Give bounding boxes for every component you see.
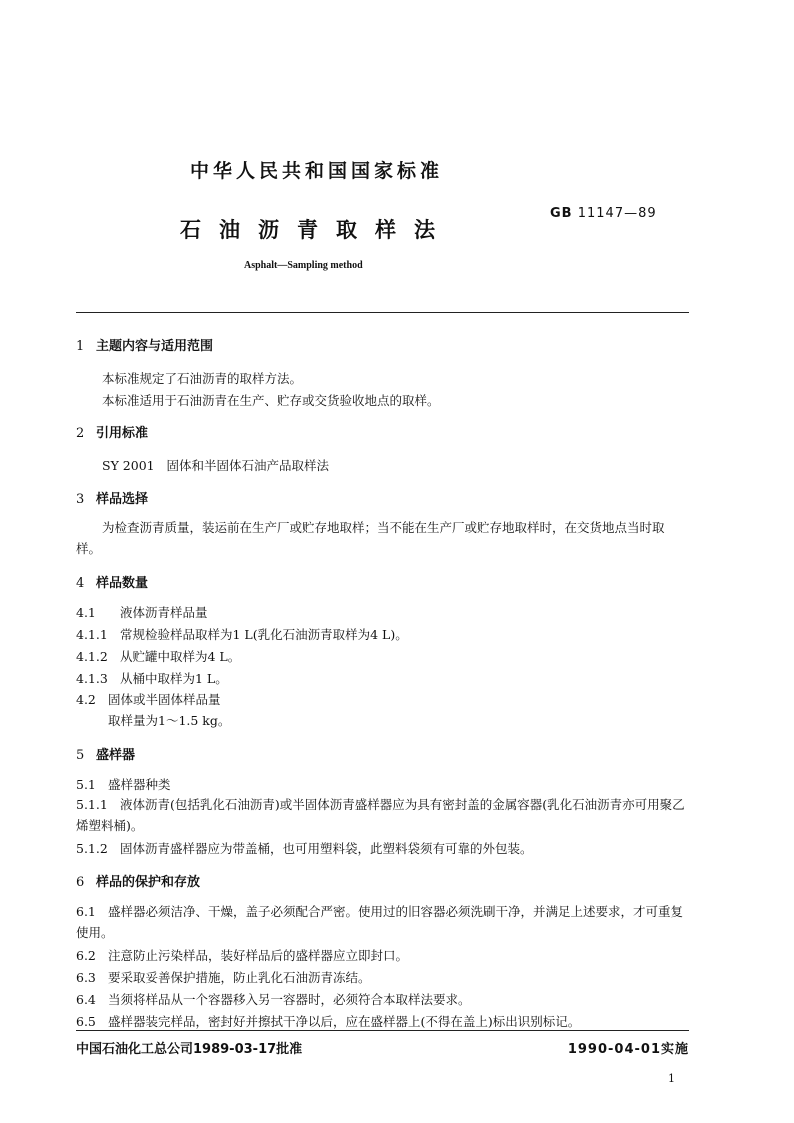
item-number: 6.1 [76,904,96,919]
item-text: 盛样器种类 [108,777,171,792]
item-text: 要采取妥善保护措施，防止乳化石油沥青冻结。 [108,970,371,985]
section-title: 主题内容与适用范围 [96,339,214,354]
section-6-heading [76,871,200,890]
section-1-para-1: 本标准规定了石油沥青的取样方法。 [102,371,303,386]
section-number: 2 [76,426,85,441]
item-5-1-2 [76,839,533,857]
item-text: 液体沥青样品量 [120,605,208,620]
section-3-heading [76,488,148,507]
section-3-para: 为检查沥青质量，装运前在生产厂或贮存地取样；当不能在生产厂或贮存地取样时，在交货地点当时取样。 [76,520,665,556]
item-text: 常规检验样品取样为1 L(乳化石油沥青取样为4 L)。 [120,627,408,642]
approval-line: 中国石油化工总公司1989-03-17批准 [76,1042,303,1057]
item-number: 5.1.2 [76,841,108,856]
item-text: 盛样器装完样品，密封好并擦拭干净以后，应在盛样器上(不得在盖上)标出识别标记。 [108,1014,581,1029]
section-number: 6 [76,875,85,890]
item-text: 从桶中取样为1 L。 [120,671,228,686]
item-4-1-1 [76,625,408,643]
item-number: 5.1 [76,777,96,792]
item-6-2 [76,946,408,964]
item-number: 4.1.1 [76,627,108,642]
item-4-1 [76,603,208,621]
item-4-1-2 [76,647,240,665]
section-title: 样品的保护和存放 [96,875,201,890]
item-number: 5.1.1 [76,797,108,812]
reference-standard: SY 2001 固体和半固体石油产品取样法 [102,458,330,473]
national-standard-heading: 中华人民共和国国家标准 [190,160,444,182]
item-6-4 [76,990,471,1008]
standard-number [550,206,657,221]
section-number: 4 [76,576,85,591]
section-title: 样品数量 [96,576,149,591]
item-6-1 [76,901,688,943]
item-number: 4.1 [76,605,96,620]
item-text: 液体沥青(包括乳化石油沥青)或半固体沥青盛样器应为具有密封盖的金属容器(乳化石油沥青亦可用聚乙烯塑料桶)。 [76,797,685,833]
section-title: 盛样器 [96,748,136,763]
item-text: 注意防止污染样品，装好样品后的盛样器应立即封口。 [108,948,409,963]
item-5-1-1 [76,794,688,836]
section-title: 样品选择 [96,492,149,507]
item-text: 从贮罐中取样为4 L。 [120,649,241,664]
section-number: 5 [76,748,85,763]
gb-number: 11147—89 [577,206,657,221]
item-4-2 [76,690,221,708]
item-6-5 [76,1012,580,1030]
item-number: 6.2 [76,948,96,963]
page-number: 1 [668,1072,675,1085]
item-5-1 [76,775,171,793]
item-4-2-amount: 取样量为1～1.5 kg。 [108,713,231,728]
header-divider [76,312,689,313]
item-number: 6.3 [76,970,96,985]
section-1-heading [76,335,213,354]
implementation-date: 1990-04-01实施 [567,1042,689,1057]
item-number: 4.1.2 [76,649,108,664]
item-text: 当须将样品从一个容器移入另一容器时，必须符合本取样法要求。 [108,992,471,1007]
section-1-para-2: 本标准适用于石油沥青在生产、贮存或交货验收地点的取样。 [102,393,440,408]
section-4-heading [76,572,148,591]
item-number: 4.1.3 [76,671,108,686]
item-text: 盛样器必须洁净、干燥，盖子必须配合严密。使用过的旧容器必须洗刷干净，并满足上述要求，才可重复使用。 [76,904,684,940]
section-number: 1 [76,339,85,354]
footer-divider [76,1030,689,1031]
section-title: 引用标准 [96,426,149,441]
item-number: 4.2 [76,692,96,707]
item-4-1-3 [76,669,228,687]
item-text: 固体沥青盛样器应为带盖桶，也可用塑料袋，此塑料袋须有可靠的外包装。 [120,841,533,856]
item-number: 6.4 [76,992,96,1007]
item-text: 固体或半固体样品量 [108,692,221,707]
section-5-heading [76,744,135,763]
gb-prefix: GB [550,206,573,221]
item-6-3 [76,968,371,986]
section-number: 3 [76,492,85,507]
section-2-heading [76,422,148,441]
item-number: 6.5 [76,1014,96,1029]
document-title: 石油沥青取样法 [180,218,453,242]
english-title: Asphalt—Sampling method [244,260,363,271]
